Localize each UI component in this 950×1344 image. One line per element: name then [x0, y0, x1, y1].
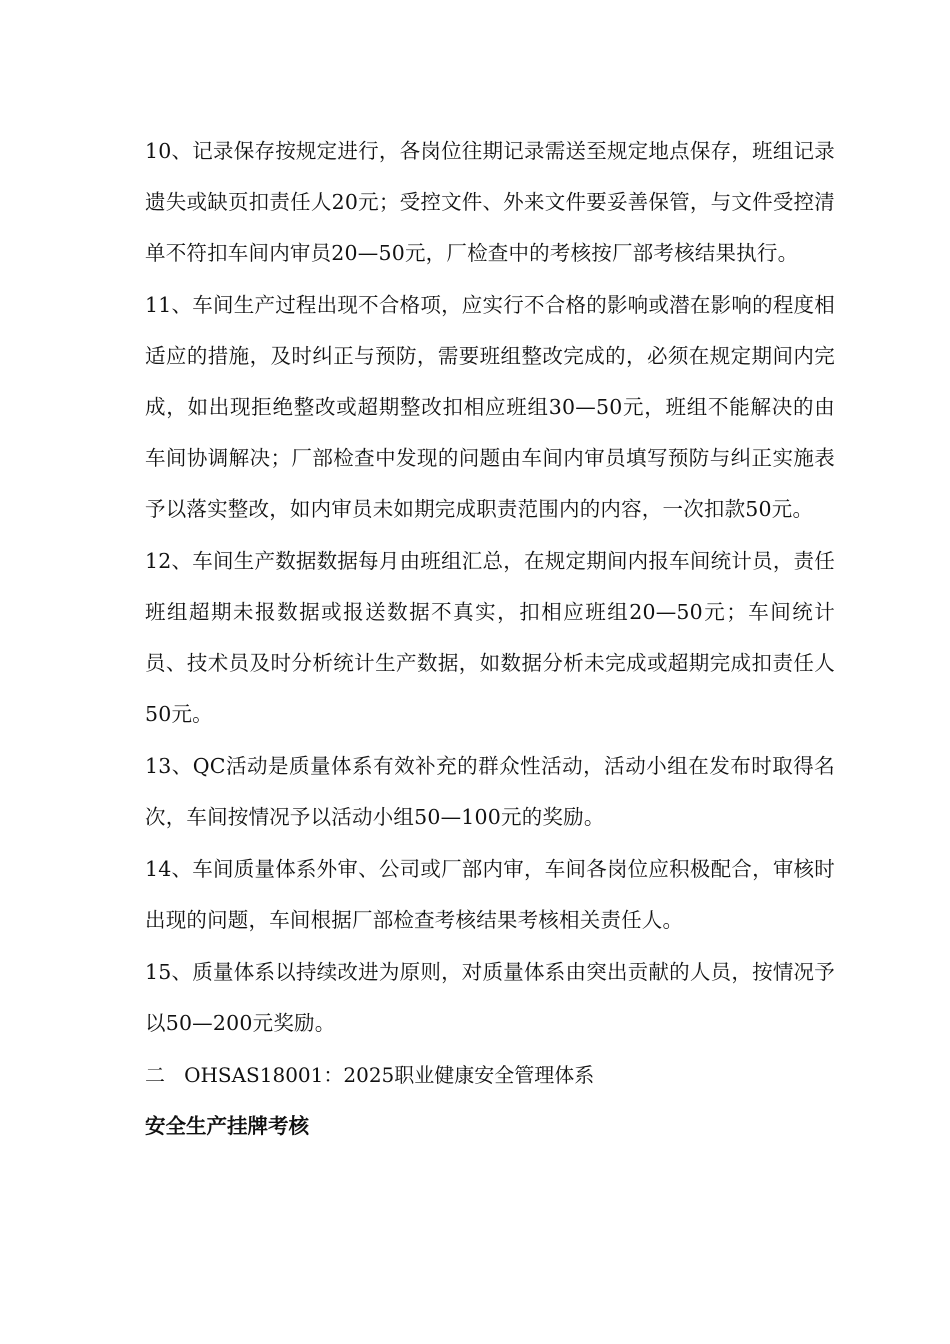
paragraph-item-14: 14、车间质量体系外审、公司或厂部内审，车间各岗位应积极配合，审核时出现的问题，车间根据厂部检查考核结果考核相关责任人。 [145, 857, 835, 932]
paragraph-item-13: 13、QC活动是质量体系有效补充的群众性活动，活动小组在发布时取得名次，车间按情况予以活动小组50—100元的奖励。 [145, 754, 835, 829]
paragraph-item-15: 15、质量体系以持续改进为原则，对质量体系由突出贡献的人员，按情况予以50—200元奖励。 [145, 960, 835, 1035]
paragraph-item-12: 12、车间生产数据数据每月由班组汇总，在规定期间内报车间统计员，责任班组超期未报数据或报送数据不真实，扣相应班组20—50元；车间统计员、技术员及时分析统计生产数据，如数据分析未完成或超期完成扣责任人50元。 [145, 549, 835, 726]
subheading: 安全生产挂牌考核 [145, 1114, 309, 1138]
paragraph-item-10: 10、记录保存按规定进行，各岗位往期记录需送至规定地点保存，班组记录遗失或缺页扣责任人20元；受控文件、外来文件要妥善保管，与文件受控清单不符扣车间内审员20—50元，厂检查中的考核按厂部考核结果执行。 [145, 139, 835, 265]
section-title: 二 OHSAS18001：2025职业健康安全管理体系 [145, 1063, 595, 1087]
paragraph-item-11: 11、车间生产过程出现不合格项，应实行不合格的影响或潜在影响的程度相适应的措施，及时纠正与预防，需要班组整改完成的，必须在规定期间内完成，如出现拒绝整改或超期整改扣相应班组30—50元，班组不能解决的由车间协调解决；厂部检查中发现的问题由车间内审员填写预防与纠正实施表予以落实整改，如内审员未如期完成职责范围内的内容，一次扣款50元。 [145, 293, 835, 521]
document-page [145, 126, 835, 1152]
